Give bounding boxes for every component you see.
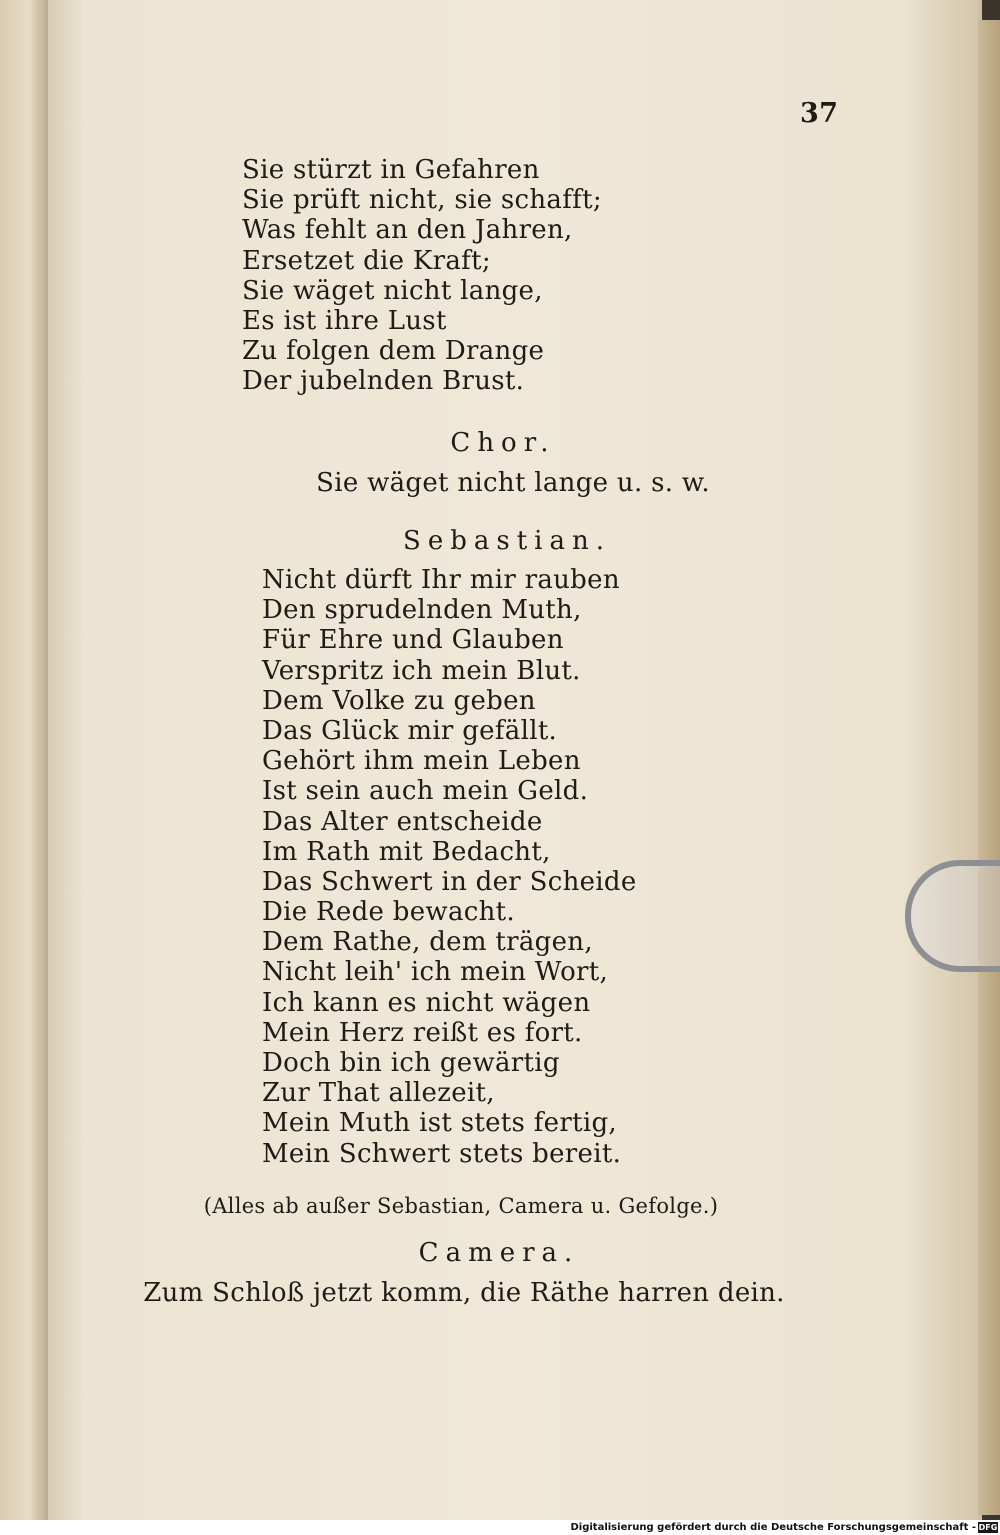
verse-line: Nicht dürft Ihr mir rauben: [262, 565, 620, 595]
first-stanza: [242, 155, 602, 397]
verse-line: Mein Schwert stets bereit.: [262, 1138, 622, 1169]
verse-line: Das Alter entscheide: [262, 806, 543, 837]
verse-line: Der jubelnden Brust.: [242, 366, 525, 397]
verse-line: Doch bin ich gewärtig: [262, 1048, 560, 1078]
verse-line: Ist sein auch mein Geld.: [262, 776, 589, 807]
verse-line: Das Schwert in der Scheide: [262, 866, 637, 897]
verse-line: Das Glück mir gefällt.: [262, 715, 558, 746]
verse-line: Sie stürzt in Gefahren: [242, 155, 540, 185]
verse-line: Sie wäget nicht lange,: [242, 275, 543, 306]
sebastian-stanza: [262, 565, 637, 1169]
verse-line: Im Rath mit Bedacht,: [262, 836, 551, 867]
verse-line: Nicht leih' ich mein Wort,: [262, 957, 609, 988]
camera-heading: Camera.: [418, 1238, 580, 1268]
verse-line: Mein Herz reißt es fort.: [262, 1017, 583, 1048]
stage-direction: (Alles ab außer Sebastian, Camera u. Gefolge.): [203, 1194, 719, 1218]
page-number: 37: [800, 98, 839, 129]
verse-line: Für Ehre und Glauben: [262, 625, 564, 656]
verse-line: Verspritz ich mein Blut.: [262, 655, 581, 686]
verse-line: Zu folgen dem Drange: [242, 336, 545, 367]
verse-line: Was fehlt an den Jahren,: [242, 215, 573, 246]
verse-line: Dem Volke zu geben: [262, 685, 536, 716]
book-page: [48, 0, 982, 1520]
dfg-logo: DFG: [978, 1523, 998, 1532]
verse-line: Dem Rathe, dem trägen,: [262, 927, 593, 958]
camera-line: Zum Schloß jetzt komm, die Räthe harren dein.: [143, 1278, 785, 1308]
chor-heading: Chor.: [450, 428, 556, 458]
verse-line: Den sprudelnden Muth,: [262, 595, 582, 626]
digitization-footer: [0, 1520, 1000, 1535]
verse-line: Zur That allezeit,: [262, 1078, 495, 1109]
funding-credit: Digitalisierung gefördert durch die Deutsche Forschungsgemeinschaft -: [570, 1522, 976, 1533]
verse-line: Sie prüft nicht, sie schafft;: [242, 185, 602, 216]
chor-line: Sie wäget nicht lange u. s. w.: [316, 468, 710, 498]
sebastian-heading: Sebastian.: [403, 526, 611, 556]
verse-line: Ersetzet die Kraft;: [242, 245, 491, 276]
verse-line: Mein Muth ist stets fertig,: [262, 1108, 617, 1139]
verse-line: Ich kann es nicht wägen: [262, 987, 591, 1018]
verse-line: Gehört ihm mein Leben: [262, 746, 581, 777]
verse-line: Die Rede bewacht.: [262, 897, 515, 928]
page-fore-edge: [978, 20, 1000, 1515]
verse-line: Es ist ihre Lust: [242, 305, 447, 336]
